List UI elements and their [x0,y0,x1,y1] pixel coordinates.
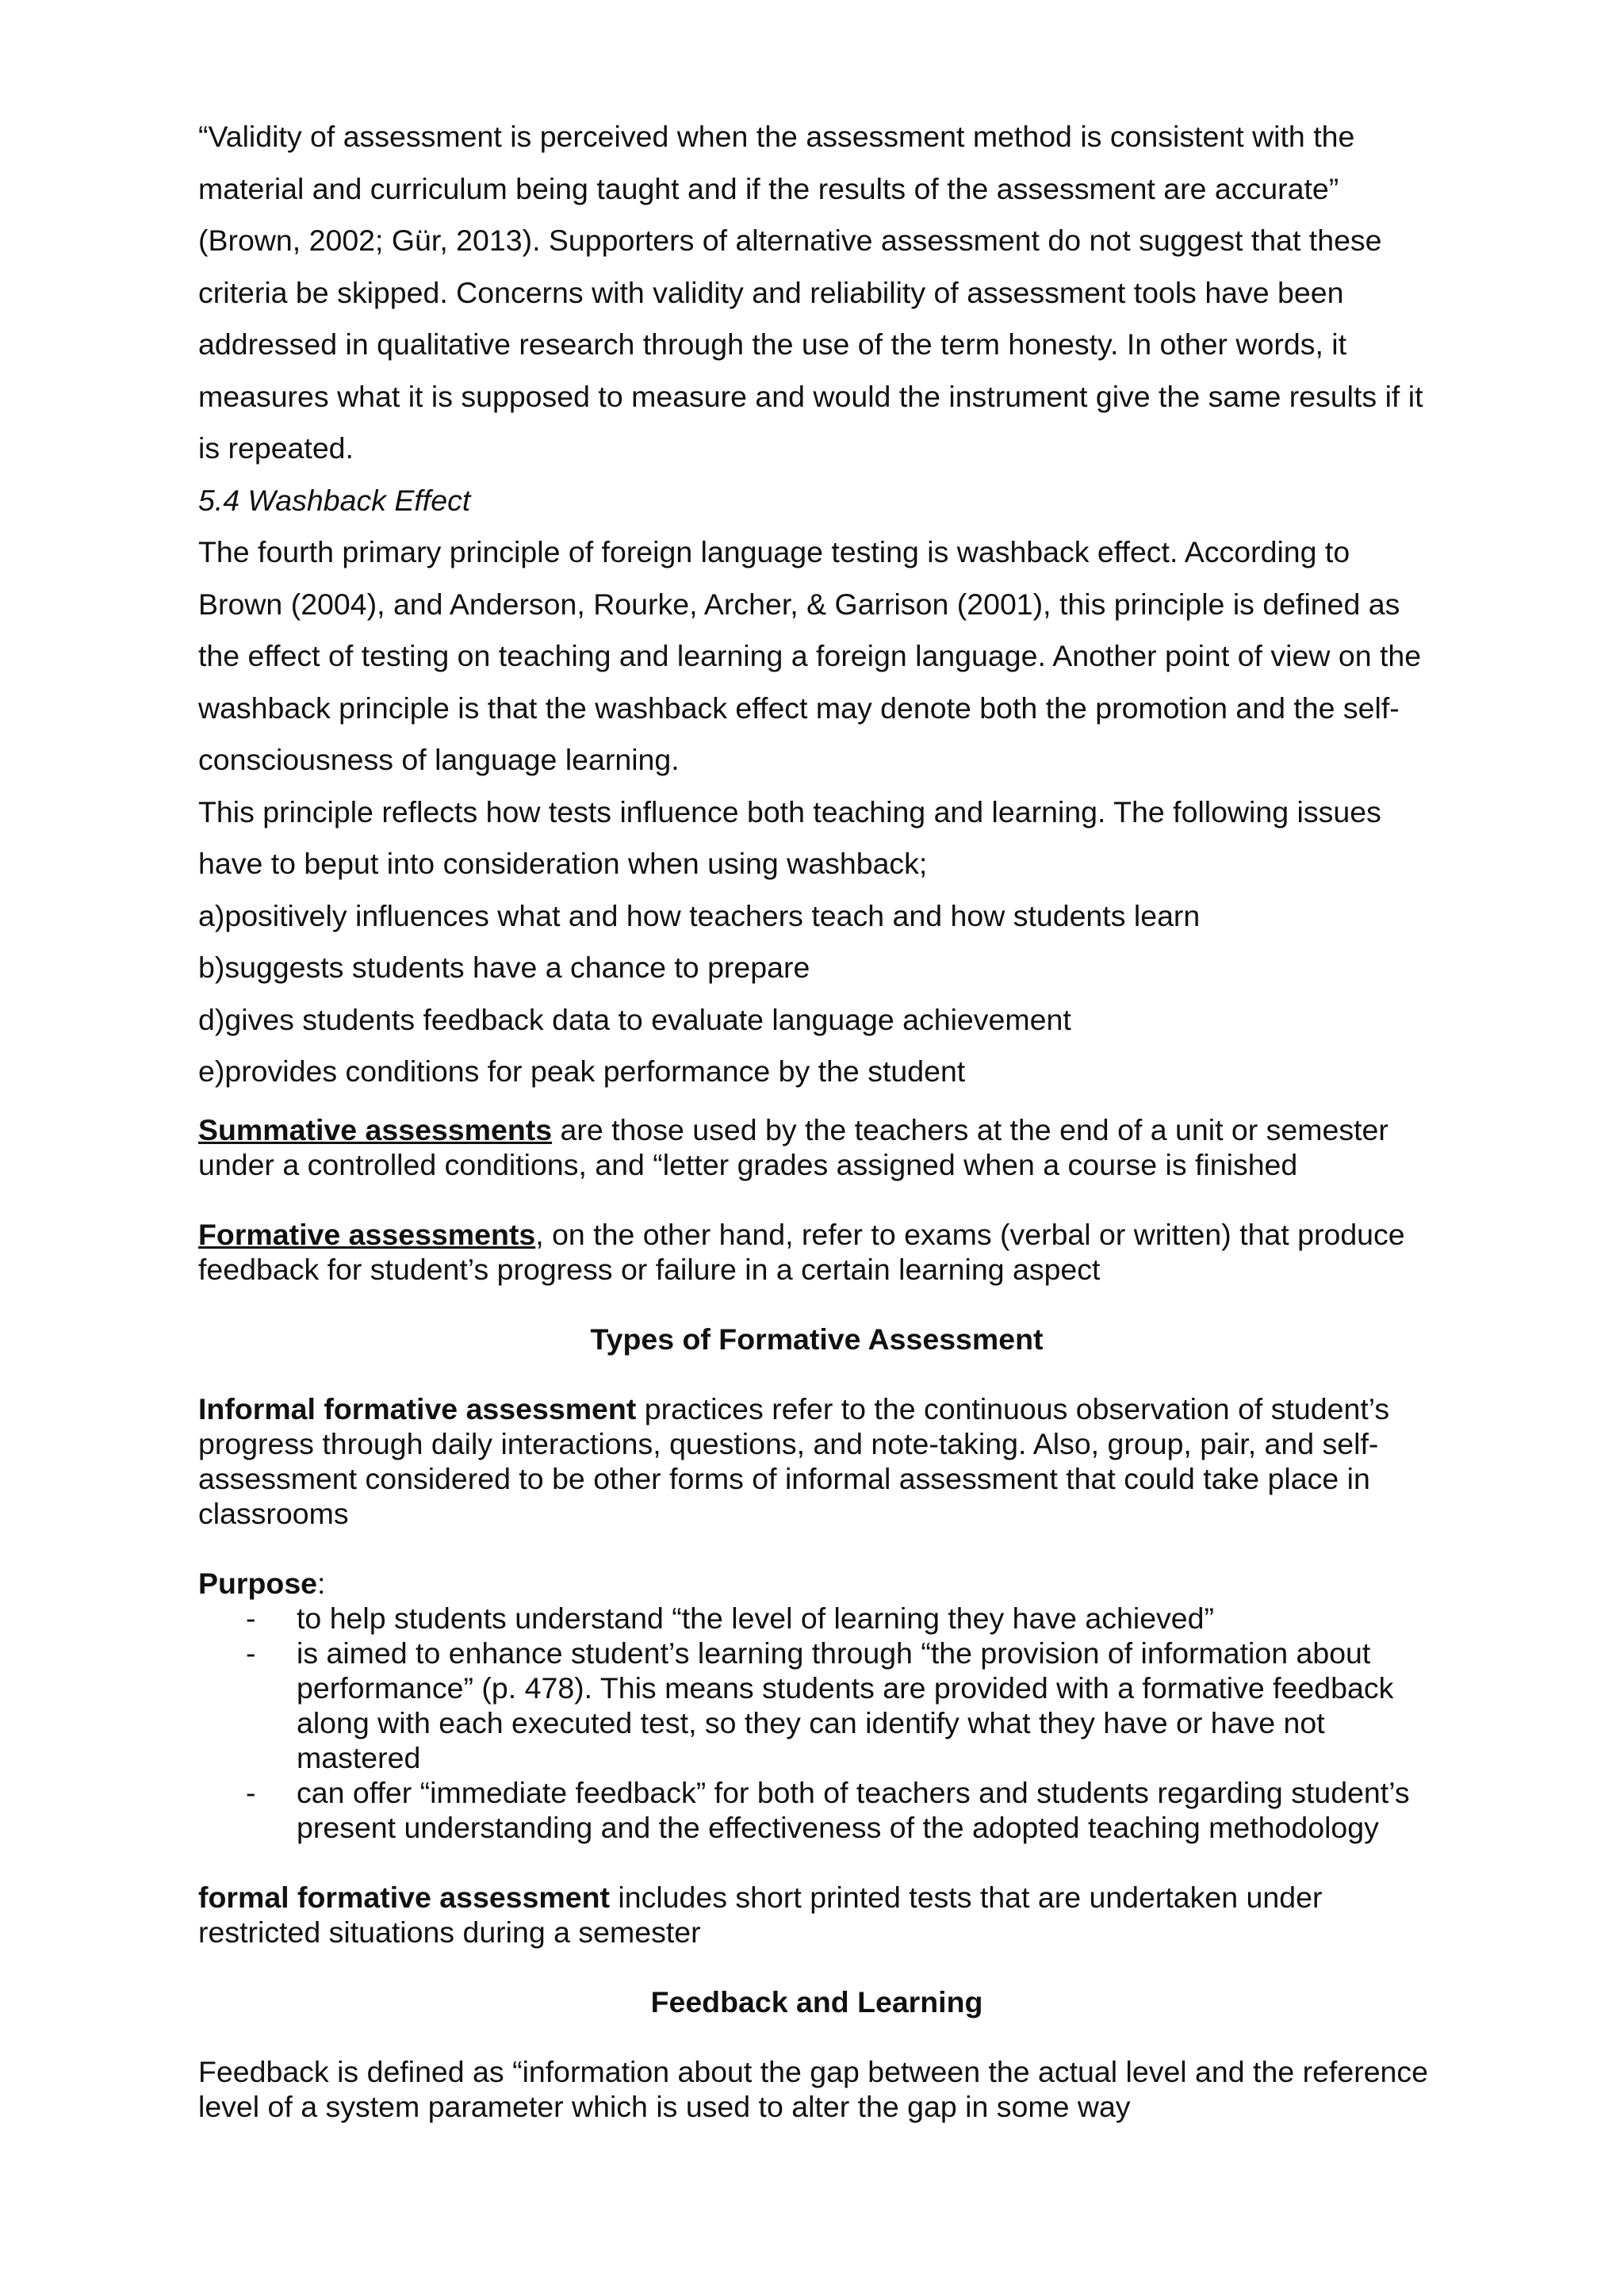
paragraph-washback-issues-intro: This principle reflects how tests influence both teaching and learning. The following issues have to beput into consideration when using washback; [198,794,1381,880]
list-item [198,1636,1435,1775]
summative-term: Summative assessments [198,1112,553,1146]
list-item [198,1601,1435,1636]
summative-text: are those used by the teachers at the end of a unit or semester under a controlled conditions, and “letter grades assigned when a course is finished [198,1112,1388,1181]
list-item: a)positively influences what and how teachers teach and how students learn [198,898,1201,932]
document-body [198,111,1435,2124]
list-item-text: is aimed to enhance student’s learning through “the provision of information about performance” (p. 478). This means students are provided with a formative feedback along with each executed test, so they can identify what they have or have not mastered [297,1636,1394,1774]
dash-bullet: - [246,1601,256,1635]
list-item [198,1775,1435,1845]
dash-bullet: - [246,1636,256,1670]
purpose-label: Purpose [198,1566,318,1600]
list-item: b)suggests students have a chance to prepare [198,951,810,984]
paragraph-formal [198,1880,1435,1950]
formative-term: Formative assessments [198,1217,536,1251]
paragraph-validity: “Validity of assessment is perceived when the assessment method is consistent with the material and curriculum being taught and if the results of the assessment are accurate” (Brown, 2002; Gür, 2013). Supporters of alternative assessment do not suggest that these criteria be skipped. Concerns with validity and reliability of assessment tools have been addressed in qualitative research through the use of the term honesty. In other words, it measures what it is supposed to measure and would the instrument give the same results if it is repeated. [198,120,1423,465]
heading-types-of-formative-assessment: Types of Formative Assessment [590,1322,1044,1356]
list-item: e)provides conditions for peak performance by the student [198,1054,966,1088]
paragraph-formative [198,1217,1435,1287]
paragraph-summative [198,1112,1435,1182]
dash-bullet: - [246,1775,256,1809]
informal-term: Informal formative assessment [198,1391,637,1425]
list-item: d)gives students feedback data to evaluate language achievement [198,1002,1071,1036]
purpose-label-line [198,1566,1435,1601]
washback-issues-list [198,890,1435,1098]
purpose-colon: : [317,1566,326,1600]
formative-text: , on the other hand, refer to exams (verbal or written) that produce feedback for student’s progress or failure in a certain learning aspect [198,1217,1405,1286]
section-heading-washback: 5.4 Washback Effect [198,483,471,517]
paragraph-informal [198,1391,1435,1531]
formal-term: formal formative assessment [198,1880,610,1914]
purpose-list [198,1601,1435,1845]
formal-text: includes short printed tests that are undertaken under restricted situations during a semester [198,1880,1323,1949]
purpose-section [198,1566,1435,1845]
paragraph-washback-definition: The fourth primary principle of foreign language testing is washback effect. According to Brown (2004), and Anderson, Rourke, Archer, & Garrison (2001), this principle is defined as the effect of testing on teaching and learning a foreign language. Another point of view on the washback principle is that the washback effect may denote both the promotion and the self-consciousness of language learning. [198,535,1422,776]
paragraph-feedback: Feedback is defined as “information about the gap between the actual level and the reference level of a system parameter which is used to alter the gap in some way [198,2054,1429,2123]
list-item-text: can offer “immediate feedback” for both of teachers and students regarding student’s present understanding and the effectiveness of the adopted teaching methodology [297,1775,1410,1844]
list-item-text: to help students understand “the level of learning they have achieved” [297,1601,1215,1635]
informal-text: practices refer to the continuous observation of student’s progress through daily interactions, questions, and note-taking. Also, group, pair, and self-assessment considered to be other forms of informal assessment that could take place in classrooms [198,1391,1390,1530]
heading-feedback-and-learning: Feedback and Learning [650,1984,983,2019]
